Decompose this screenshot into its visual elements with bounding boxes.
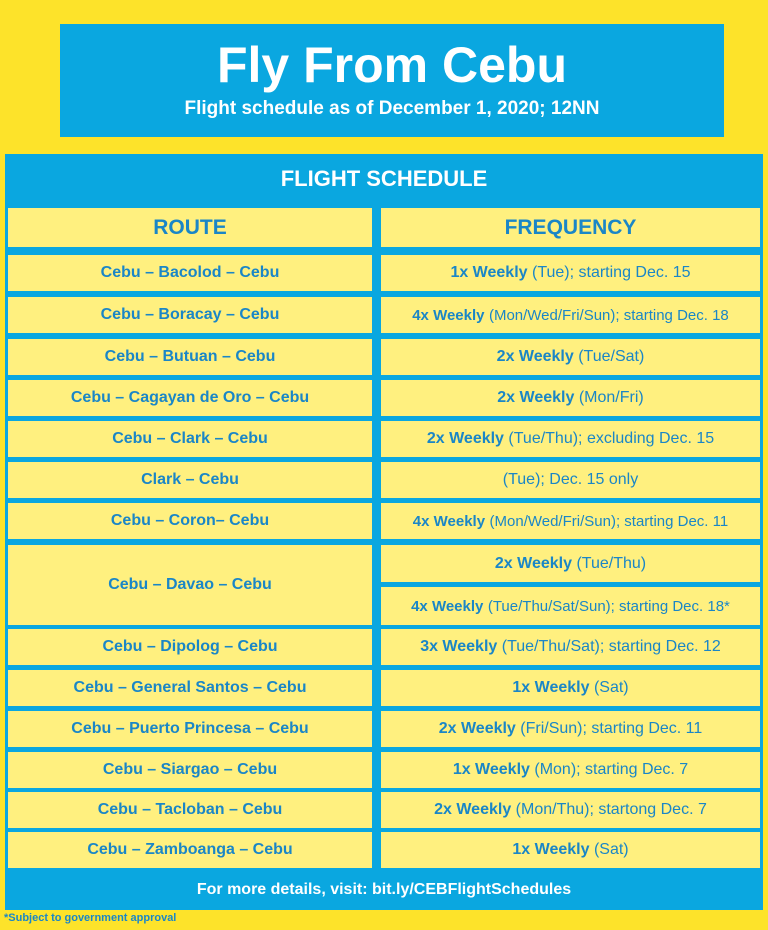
table-row (8, 380, 372, 416)
frequency-cell (381, 587, 760, 625)
frequency-cell (381, 421, 760, 457)
frequency-count: 2x Weekly (494, 554, 572, 572)
table-row (8, 670, 372, 706)
frequency-count: 4x Weekly (412, 306, 485, 324)
frequency-detail: (Sat) (593, 679, 629, 696)
frequency-count: 2x Weekly (426, 430, 504, 447)
route-cell: Cebu – Coron– Cebu (110, 512, 270, 529)
route-cell: Cebu – Siargao – Cebu (102, 761, 278, 778)
frequency-detail: (Tue/Thu) (576, 554, 647, 572)
frequency-cell (381, 545, 760, 582)
table-row (8, 421, 372, 457)
route-cell: Cebu – Bacolod – Cebu (100, 264, 280, 281)
frequency-count: 2x Weekly (497, 389, 575, 406)
frequency-cell (381, 380, 760, 416)
route-cell: Cebu – Puerto Princesa – Cebu (71, 720, 309, 737)
frequency-detail: (Mon/Wed/Fri/Sun); starting Dec. 18 (488, 306, 729, 324)
route-cell: Cebu – Tacloban – Cebu (97, 801, 283, 818)
table-row (8, 297, 372, 333)
frequency-cell (381, 792, 760, 828)
table-row (8, 711, 372, 747)
frequency-detail: (Mon/Wed/Fri/Sun); starting Dec. 11 (489, 512, 729, 530)
table-row (8, 503, 372, 539)
frequency-detail: (Mon/Thu); startong Dec. 7 (515, 801, 707, 818)
route-cell: Cebu – Butuan – Cebu (104, 348, 276, 365)
frequency-cell (381, 462, 760, 498)
route-cell: Cebu – Davao – Cebu (108, 576, 272, 593)
table-row (8, 792, 372, 828)
route-cell: Cebu – Boracay – Cebu (100, 306, 280, 323)
frequency-detail: (Tue/Thu/Sat/Sun); starting Dec. 18* (487, 597, 730, 615)
frequency-detail: (Mon/Fri) (578, 389, 644, 406)
frequency-count: 3x Weekly (420, 638, 498, 655)
frequency-count: 2x Weekly (434, 801, 512, 818)
frequency-count: 1x Weekly (452, 761, 530, 778)
frequency-detail: (Mon); starting Dec. 7 (534, 761, 689, 778)
frequency-cell (381, 339, 760, 375)
title-banner (60, 24, 724, 137)
frequency-count: 4x Weekly (411, 597, 484, 615)
route-cell: Cebu – Dipolog – Cebu (102, 638, 278, 655)
frequency-count: 1x Weekly (512, 679, 590, 696)
frequency-detail: (Sat) (593, 841, 629, 858)
frequency-cell (381, 503, 760, 539)
frequency-count: 2x Weekly (438, 720, 516, 737)
frequency-count: 1x Weekly (450, 264, 528, 281)
frequency-detail: (Tue); starting Dec. 15 (531, 264, 691, 281)
route-cell: Cebu – Clark – Cebu (112, 430, 268, 447)
frequency-cell (381, 752, 760, 788)
page-title: Fly From Cebu (216, 37, 568, 93)
schedule-heading: FLIGHT SCHEDULE (8, 158, 760, 200)
frequency-cell (381, 711, 760, 747)
table-row (8, 752, 372, 788)
page-subtitle: Flight schedule as of December 1, 2020; 12NN (184, 98, 600, 119)
frequency-count: 2x Weekly (496, 348, 574, 365)
frequency-cell (381, 629, 760, 665)
frequency-detail: (Tue/Thu/Sat); starting Dec. 12 (501, 638, 721, 655)
table-row (8, 545, 372, 625)
frequency-cell (381, 670, 760, 706)
frequency-detail: (Tue/Thu); excluding Dec. 15 (508, 430, 715, 447)
frequency-detail: (Fri/Sun); starting Dec. 11 (520, 720, 703, 737)
route-cell: Cebu – General Santos – Cebu (73, 679, 307, 696)
frequency-detail: (Tue/Sat) (578, 348, 645, 365)
frequency-cell (381, 297, 760, 333)
route-cell: Cebu – Cagayan de Oro – Cebu (70, 389, 310, 406)
frequency-detail: (Tue); Dec. 15 only (502, 471, 639, 488)
table-row (8, 462, 372, 498)
frequency-count: 4x Weekly (412, 512, 486, 530)
route-cell: Cebu – Zamboanga – Cebu (87, 841, 293, 858)
approval-footnote: *Subject to government approval (4, 912, 177, 924)
table-row (8, 255, 372, 291)
route-cell: Clark – Cebu (141, 471, 239, 488)
table-row (8, 339, 372, 375)
details-link[interactable]: For more details, visit: bit.ly/CEBFlightSchedules (8, 872, 760, 908)
route-column-header: ROUTE (8, 208, 372, 247)
frequency-count: 1x Weekly (512, 841, 590, 858)
frequency-cell (381, 832, 760, 868)
table-row (8, 629, 372, 665)
table-row (8, 832, 372, 868)
frequency-cell (381, 255, 760, 291)
frequency-column-header: FREQUENCY (381, 208, 760, 247)
